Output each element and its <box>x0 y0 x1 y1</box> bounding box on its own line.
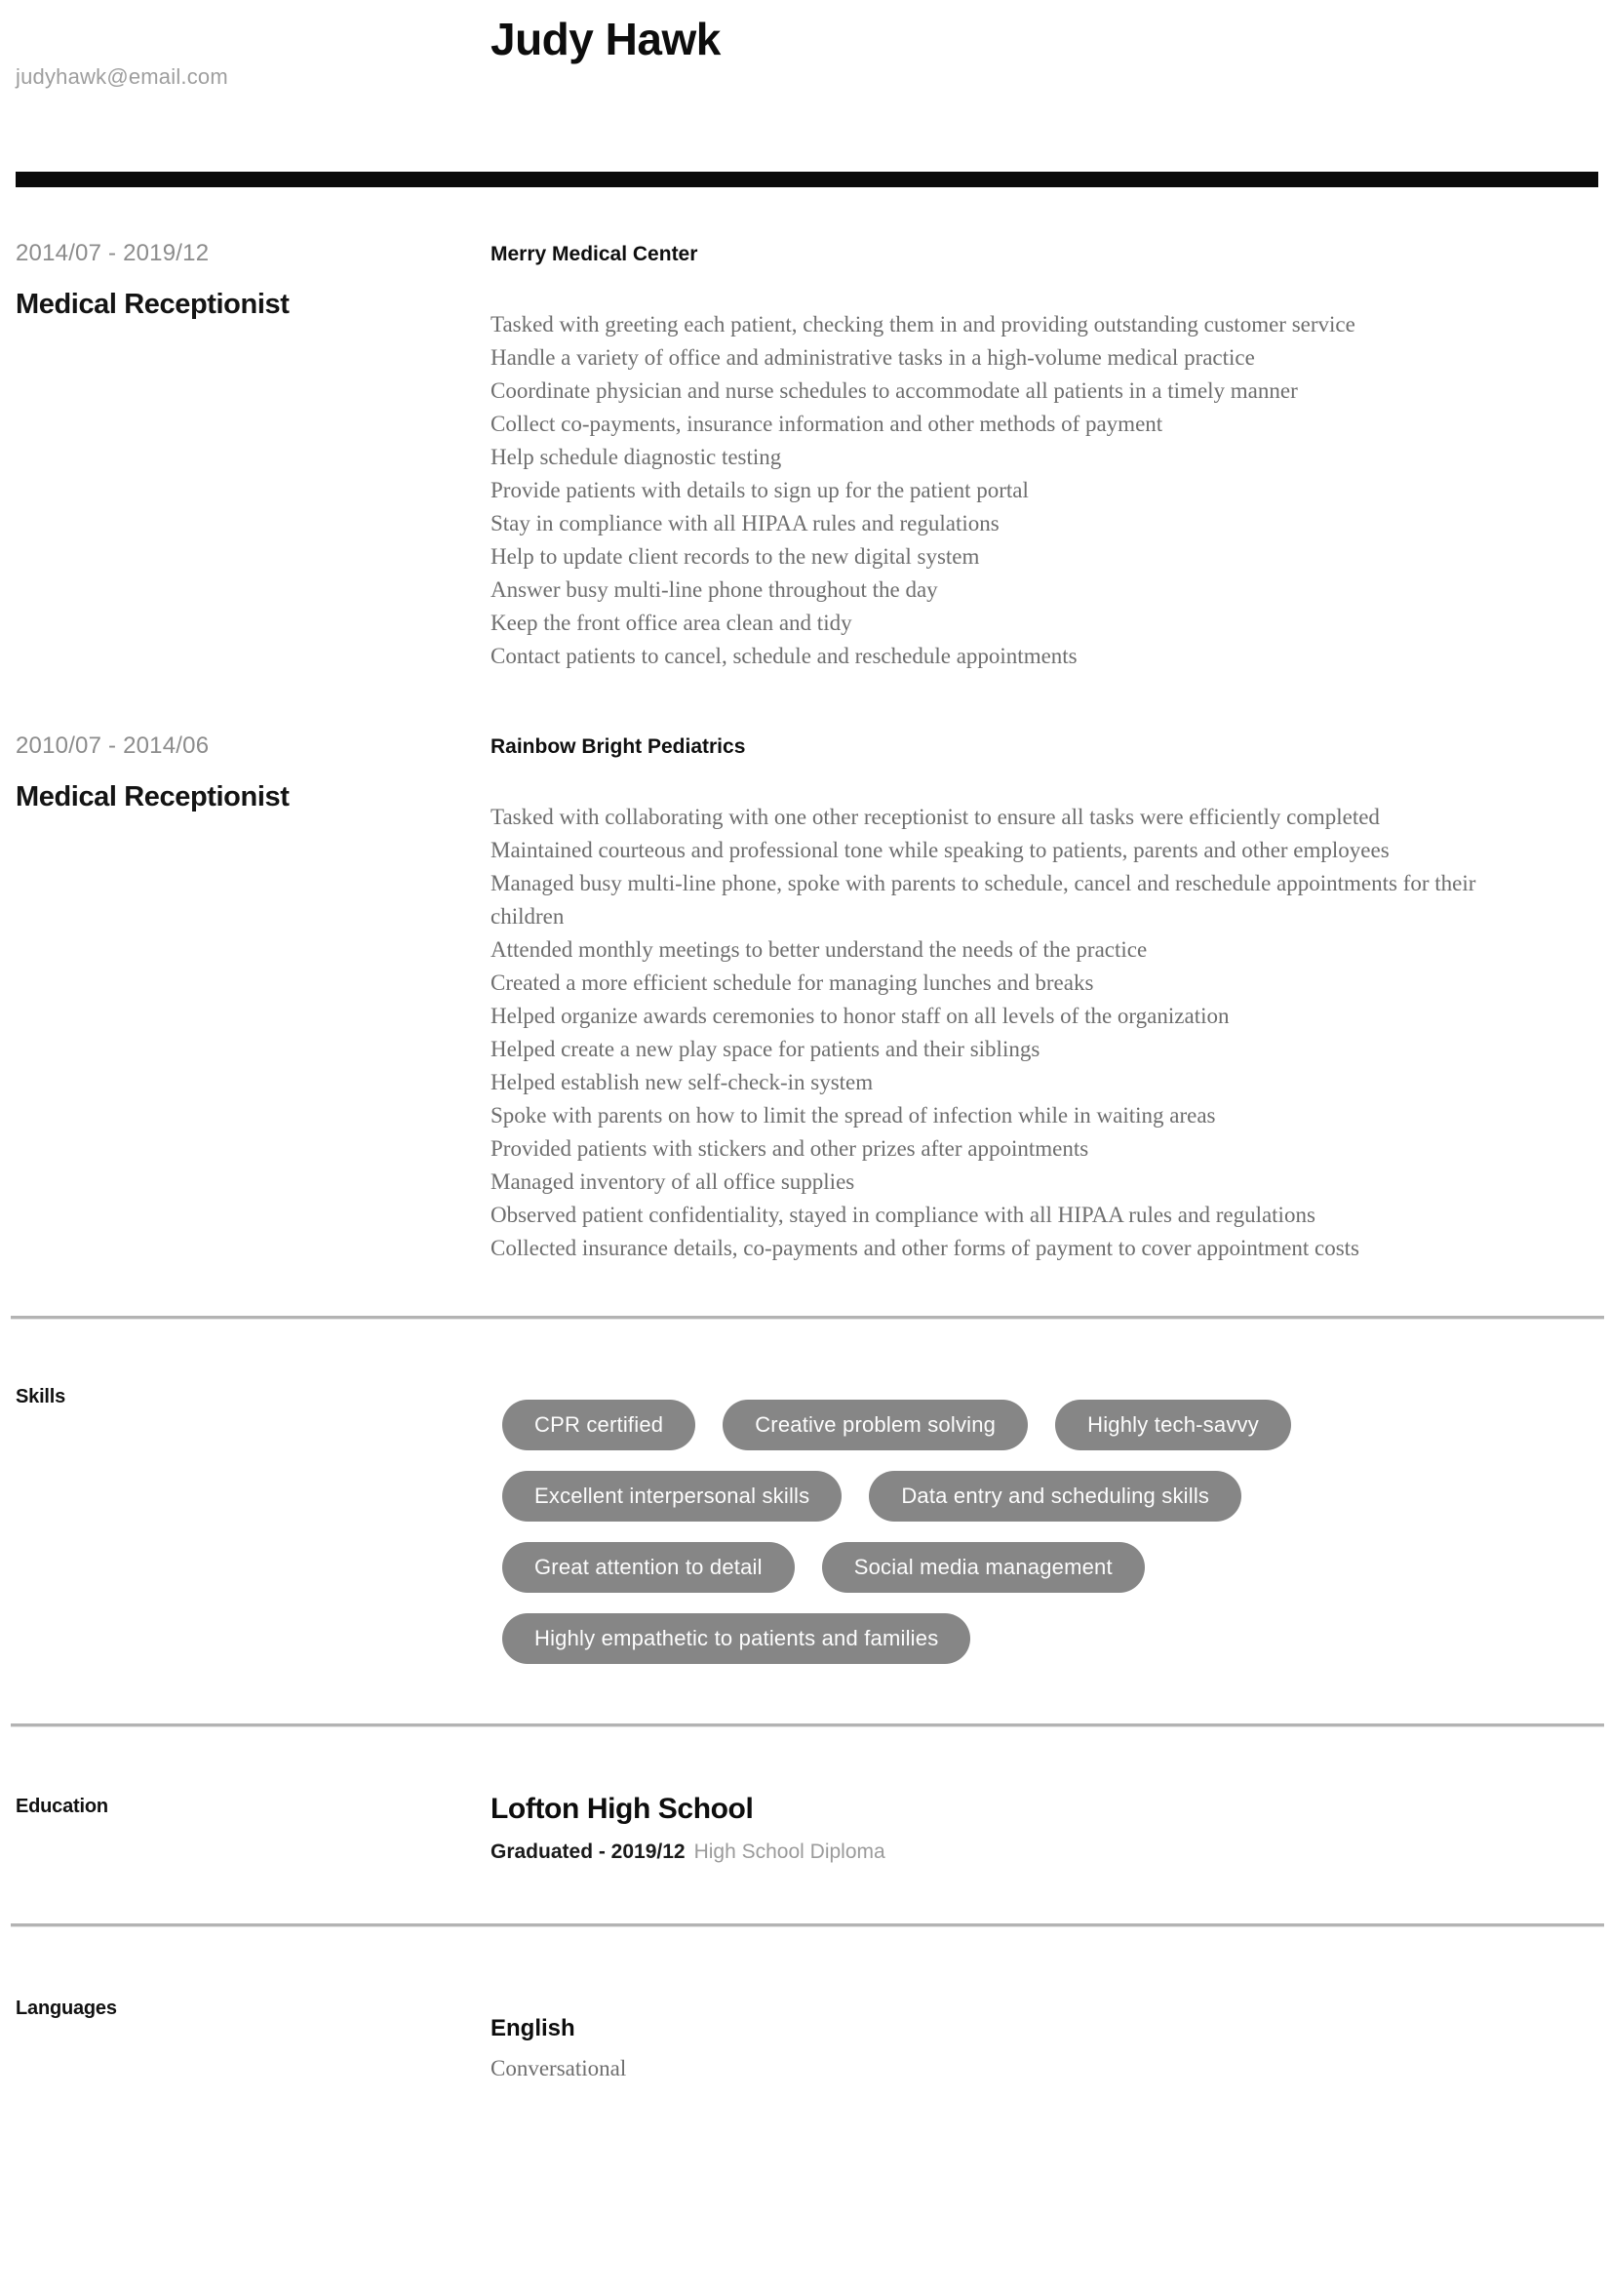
section-divider <box>11 1923 1604 1927</box>
company-name: Rainbow Bright Pediatrics <box>491 735 746 758</box>
degree-name: High School Diploma <box>693 1841 885 1863</box>
resume-header <box>0 0 1609 188</box>
skill-pill: Data entry and scheduling skills <box>869 1471 1241 1522</box>
job-bullet-line: Provided patients with stickers and other prizes after appointments <box>491 1136 1089 1161</box>
languages-section <box>0 1997 1609 2082</box>
job-bullet-line: Tasked with collaborating with one other receptionist to ensure all tasks were efficiently completed <box>491 805 1380 829</box>
education-right-column <box>491 1795 1531 1865</box>
job-entry <box>0 240 1609 673</box>
job-dates: 2010/07 - 2014/06 <box>16 732 210 759</box>
job-bullet-line: Managed inventory of all office supplies <box>491 1169 855 1194</box>
skill-pill: Great attention to detail <box>502 1542 795 1593</box>
job-bullet-line: Maintained courteous and professional tone while speaking to patients, parents and other employees <box>491 838 1390 862</box>
job-bullet-line: Managed busy multi-line phone, spoke with parents to schedule, cancel and reschedule appointments for their children <box>491 871 1476 929</box>
job-right-column <box>491 732 1531 1265</box>
graduation-date: Graduated - 2019/12 <box>491 1841 686 1863</box>
school-name: Lofton High School <box>491 1793 754 1825</box>
job-bullet-line: Collected insurance details, co-payments and other forms of payment to cover appointment costs <box>491 1236 1359 1260</box>
job-bullet-line: Attended monthly meetings to better understand the needs of the practice <box>491 937 1148 962</box>
job-entry <box>0 732 1609 1265</box>
job-bullet-line: Created a more efficient schedule for managing lunches and breaks <box>491 970 1094 995</box>
education-label: Education <box>16 1796 108 1817</box>
candidate-name: Judy Hawk <box>491 14 721 64</box>
job-bullet-line: Spoke with parents on how to limit the spread of infection while in waiting areas <box>491 1103 1216 1128</box>
job-left-column <box>16 240 491 673</box>
skill-pill: Excellent interpersonal skills <box>502 1471 842 1522</box>
skills-label: Skills <box>16 1386 66 1407</box>
section-divider <box>11 1316 1604 1320</box>
email-text: judyhawk@email.com <box>16 64 228 89</box>
job-bullet-line: Answer busy multi-line phone throughout the day <box>491 577 938 602</box>
job-dates: 2014/07 - 2019/12 <box>16 240 210 266</box>
job-bullet-line: Coordinate physician and nurse schedules to accommodate all patients in a timely manner <box>491 378 1298 403</box>
skills-pill-list <box>491 1400 1531 1664</box>
job-bullet-line: Helped organize awards ceremonies to honor staff on all levels of the organization <box>491 1004 1230 1028</box>
job-bullet-line: Help schedule diagnostic testing <box>491 445 782 469</box>
job-bullet-line: Provide patients with details to sign up for the patient portal <box>491 478 1029 502</box>
job-bullet-line: Contact patients to cancel, schedule and reschedule appointments <box>491 644 1078 668</box>
skill-pill: Social media management <box>822 1542 1145 1593</box>
language-name: English <box>491 2015 575 2041</box>
graduation-line <box>491 1840 1531 1865</box>
job-description <box>491 308 1531 673</box>
skill-pill: Highly empathetic to patients and families <box>502 1613 970 1664</box>
language-level: Conversational <box>491 2056 627 2080</box>
job-bullet-line: Help to update client records to the new digital system <box>491 544 980 569</box>
job-bullet-line: Keep the front office area clean and tidy <box>491 611 852 635</box>
language-item <box>491 2014 1531 2082</box>
skill-pill: CPR certified <box>502 1400 695 1450</box>
skill-pill: Highly tech-savvy <box>1055 1400 1291 1450</box>
job-right-column <box>491 240 1531 673</box>
job-description <box>491 801 1531 1265</box>
job-bullet-line: Helped create a new play space for patients and their siblings <box>491 1037 1040 1061</box>
job-title: Medical Receptionist <box>16 781 290 812</box>
job-bullet-line: Stay in compliance with all HIPAA rules and regulations <box>491 511 1000 535</box>
job-bullet-line: Tasked with greeting each patient, checking them in and providing outstanding customer service <box>491 312 1355 336</box>
languages-list <box>491 1997 1531 2082</box>
languages-label: Languages <box>16 1998 117 2019</box>
company-name: Merry Medical Center <box>491 243 698 265</box>
education-section <box>0 1795 1609 1865</box>
job-left-column <box>16 732 491 1265</box>
job-bullet-line: Helped establish new self-check-in system <box>491 1070 874 1094</box>
job-bullet-line: Collect co-payments, insurance information and other methods of payment <box>491 412 1163 436</box>
job-bullet-line: Handle a variety of office and administrative tasks in a high-volume medical practice <box>491 345 1255 370</box>
job-title: Medical Receptionist <box>16 289 290 320</box>
job-bullet-line: Observed patient confidentiality, stayed in compliance with all HIPAA rules and regulations <box>491 1203 1315 1227</box>
skill-pill: Creative problem solving <box>723 1400 1028 1450</box>
header-divider-bar <box>16 172 1598 187</box>
skills-section <box>0 1385 1609 1664</box>
section-divider <box>11 1723 1604 1727</box>
